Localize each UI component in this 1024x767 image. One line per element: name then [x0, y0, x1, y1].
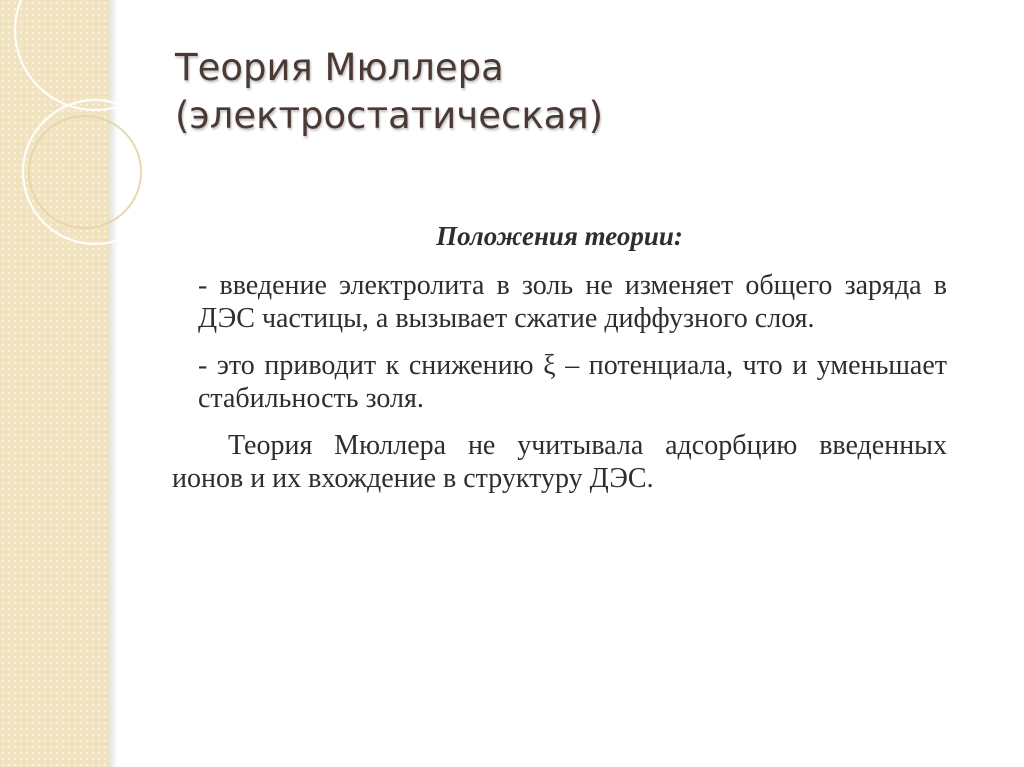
title-line-1: Теория Мюллера	[175, 46, 504, 89]
theory-heading: Положения теории:	[436, 221, 683, 251]
slide-title	[175, 44, 975, 140]
paragraph-1: - введение электролита в золь не изменяет общего заряда в ДЭС частицы, а вызывает сжатие диффузного слоя.	[198, 270, 947, 334]
title-line-2: (электростатическая)	[175, 94, 604, 137]
paragraph-2: - это приводит к снижению ξ – потенциала, что и уменьшает стабильность золя.	[198, 350, 947, 414]
paragraph-3: Теория Мюллера не учитывала адсорбцию введенных ионов и их вхождение в структуру ДЭС.	[172, 430, 947, 494]
slide-body	[172, 220, 947, 509]
